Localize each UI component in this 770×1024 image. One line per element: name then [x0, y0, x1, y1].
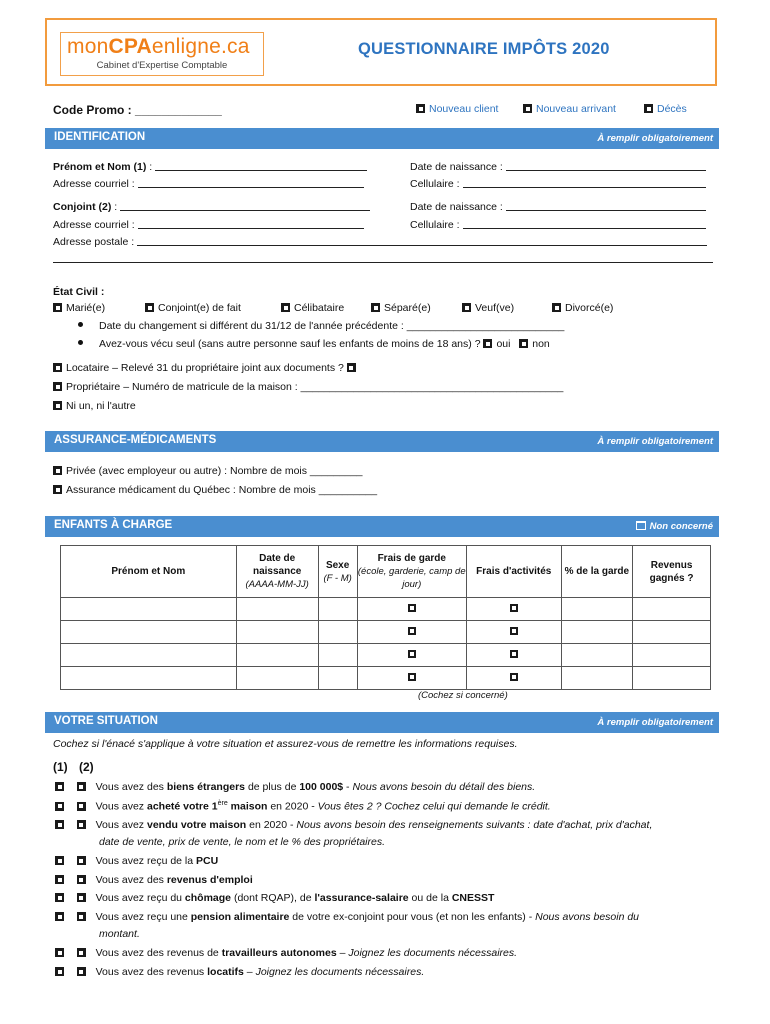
checkbox-icon[interactable] [53, 466, 62, 475]
civil-single[interactable]: Célibataire [281, 302, 344, 314]
civil-status-heading: État Civil : [53, 286, 105, 298]
col-dob: Date de naissance (AAAA-MM-JJ) [236, 546, 318, 598]
promo-code-field[interactable]: Code Promo : _____________ [53, 103, 222, 117]
person1-dob-field[interactable]: Date de naissance : [410, 161, 706, 173]
civil-separated[interactable]: Séparé(e) [371, 302, 431, 314]
section-drug-insurance: ASSURANCE-MÉDICAMENTS À remplir obligatoirement [45, 431, 719, 452]
spouse-name-field[interactable]: Conjoint (2) : [53, 201, 370, 213]
situation-item-sold-home-cont: date de vente, prix de vente, le nom et le % des propriétaires. [99, 836, 385, 848]
col-custody: % de la garde [561, 546, 633, 598]
col-daycare: Frais de garde (école, garderie, camp de jour) [357, 546, 466, 598]
children-table [60, 545, 711, 690]
checkbox-icon[interactable] [55, 948, 64, 957]
situation-instructions: Cochez si l'énacé s'applique à votre situation et assurez-vous de remettre les informations requises. [53, 738, 518, 750]
bullet-icon [78, 322, 83, 327]
lived-alone-question: Avez-vous vécu seul (sans autre personne sauf les enfants de moins de 18 ans) ? oui non [78, 338, 550, 350]
table-header-row [61, 546, 711, 598]
situation-item-rental[interactable]: Vous avez des revenus locatifs – Joignez les documents nécessaires. [55, 966, 424, 978]
insurance-ramq[interactable]: Assurance médicament du Québec : Nombre de mois __________ [53, 484, 377, 496]
checkbox-icon[interactable] [77, 782, 86, 791]
table-row[interactable] [61, 667, 711, 690]
page-title: QUESTIONNAIRE IMPÔTS 2020 [358, 40, 610, 58]
civil-married[interactable]: Marié(e) [53, 302, 105, 314]
section-identification: IDENTIFICATION À remplir obligatoirement [45, 128, 719, 149]
postal-address-field[interactable]: Adresse postale : [53, 236, 707, 248]
checkbox-icon[interactable] [483, 339, 492, 348]
person1-name-field[interactable]: Prénom et Nom (1) : [53, 161, 367, 173]
change-date-field[interactable]: Date du changement si différent du 31/12 de l'année précédente : ___________________________ [78, 320, 564, 332]
checkbox-icon[interactable] [55, 967, 64, 976]
checkbox-icon[interactable] [53, 401, 62, 410]
section-your-situation: VOTRE SITUATION À remplir obligatoirement [45, 712, 719, 733]
civil-widowed[interactable]: Veuf(ve) [462, 302, 514, 314]
civil-divorced[interactable]: Divorcé(e) [552, 302, 613, 314]
not-concerned-option[interactable]: Non concerné [636, 521, 713, 532]
checkbox-icon[interactable] [53, 382, 62, 391]
checkbox-icon[interactable] [55, 912, 64, 921]
bullet-icon [78, 340, 83, 345]
option-new-client[interactable]: Nouveau client [416, 103, 498, 115]
person1-cell-field[interactable]: Cellulaire : [410, 178, 706, 190]
checkbox-icon[interactable] [55, 875, 64, 884]
checkbox-icon[interactable] [408, 604, 416, 612]
situation-item-foreign-assets[interactable]: Vous avez des biens étrangers de plus de 100 000$ - Nous avons besoin du détail des biens. [55, 781, 535, 793]
checkbox-icon[interactable] [55, 802, 64, 811]
checkbox-icon[interactable] [462, 303, 471, 312]
checkbox-icon[interactable] [55, 856, 64, 865]
situation-item-unemployment[interactable]: Vous avez reçu du chômage (dont RQAP), de l'assurance-salaire ou de la CNESST [55, 892, 494, 904]
checkbox-icon[interactable] [77, 856, 86, 865]
checkbox-icon[interactable] [55, 893, 64, 902]
table-row[interactable] [61, 644, 711, 667]
option-deceased[interactable]: Décès [644, 103, 687, 115]
checkbox-icon[interactable] [77, 875, 86, 884]
housing-neither[interactable]: Ni un, ni l'autre [53, 400, 136, 412]
checkbox-icon[interactable] [552, 303, 561, 312]
postal-address-line2[interactable] [53, 262, 713, 263]
checkbox-icon[interactable] [416, 104, 425, 113]
checkbox-icon[interactable] [281, 303, 290, 312]
checkbox-icon[interactable] [519, 339, 528, 348]
col-activities: Frais d'activités [466, 546, 561, 598]
checkbox-icon[interactable] [347, 363, 356, 372]
table-row[interactable] [61, 621, 711, 644]
checkbox-icon[interactable] [510, 673, 518, 681]
table-footnote: (Cochez si concerné) [418, 690, 508, 701]
spouse-dob-field[interactable]: Date de naissance : [410, 201, 706, 213]
checkbox-icon[interactable] [55, 782, 64, 791]
checkbox-icon[interactable] [53, 363, 62, 372]
table-row[interactable] [61, 598, 711, 621]
company-logo: monCPAenligne.ca Cabinet d'Expertise Comptable [60, 32, 264, 76]
insurance-private[interactable]: Privée (avec employeur ou autre) : Nombre de mois _________ [53, 465, 363, 477]
housing-tenant[interactable]: Locataire – Relevé 31 du propriétaire joint aux documents ? [53, 362, 360, 374]
checkbox-icon[interactable] [523, 104, 532, 113]
spouse-cell-field[interactable]: Cellulaire : [410, 219, 706, 231]
situation-item-sold-home[interactable]: Vous avez vendu votre maison en 2020 - Nous avons besoin des renseignements suivants : date d'achat, prix d'achat, [55, 819, 652, 831]
civil-common-law[interactable]: Conjoint(e) de fait [145, 302, 241, 314]
checkbox-icon[interactable] [644, 104, 653, 113]
checkbox-icon[interactable] [636, 521, 646, 530]
logo-tagline: Cabinet d'Expertise Comptable [96, 60, 228, 71]
person1-column-heading: (1) [53, 760, 68, 774]
col-name: Prénom et Nom [61, 546, 237, 598]
situation-item-alimony[interactable]: Vous avez reçu une pension alimentaire de votre ex-conjoint pour vous (et non les enfants) - Nous avons besoin du [55, 911, 639, 923]
checkbox-icon[interactable] [408, 650, 416, 658]
situation-item-alimony-cont: montant. [99, 928, 140, 940]
checkbox-icon[interactable] [408, 673, 416, 681]
checkbox-icon[interactable] [77, 893, 86, 902]
situation-item-employment[interactable]: Vous avez des revenus d'emploi [55, 874, 253, 886]
checkbox-icon[interactable] [510, 627, 518, 635]
checkbox-icon[interactable] [510, 650, 518, 658]
checkbox-icon[interactable] [408, 627, 416, 635]
checkbox-icon[interactable] [510, 604, 518, 612]
checkbox-icon[interactable] [77, 948, 86, 957]
col-sex: Sexe (F - M) [318, 546, 357, 598]
checkbox-icon[interactable] [371, 303, 380, 312]
housing-owner[interactable]: Propriétaire – Numéro de matricule de la maison : _____________________________________________ [53, 381, 563, 393]
checkbox-icon[interactable] [55, 820, 64, 829]
situation-item-pcu[interactable]: Vous avez reçu de la PCU [55, 855, 218, 867]
checkbox-icon[interactable] [145, 303, 154, 312]
checkbox-icon[interactable] [77, 820, 86, 829]
checkbox-icon[interactable] [53, 485, 62, 494]
checkbox-icon[interactable] [53, 303, 62, 312]
spouse-email-field[interactable]: Adresse courriel : [53, 219, 364, 231]
col-income: Revenus gagnés ? [633, 546, 711, 598]
person2-column-heading: (2) [79, 760, 94, 774]
option-new-arrival[interactable]: Nouveau arrivant [523, 103, 616, 115]
checkbox-icon[interactable] [77, 967, 86, 976]
checkbox-icon[interactable] [77, 912, 86, 921]
situation-item-self-employed[interactable]: Vous avez des revenus de travailleurs autonomes – Joignez les documents nécessaires. [55, 947, 517, 959]
section-dependent-children: ENFANTS À CHARGE Non concerné [45, 516, 719, 537]
situation-item-first-home[interactable]: Vous avez acheté votre 1ère maison en 2020 - Vous êtes 2 ? Cochez celui qui demande le crédit. [55, 800, 551, 813]
person1-email-field[interactable]: Adresse courriel : [53, 178, 364, 190]
checkbox-icon[interactable] [77, 802, 86, 811]
